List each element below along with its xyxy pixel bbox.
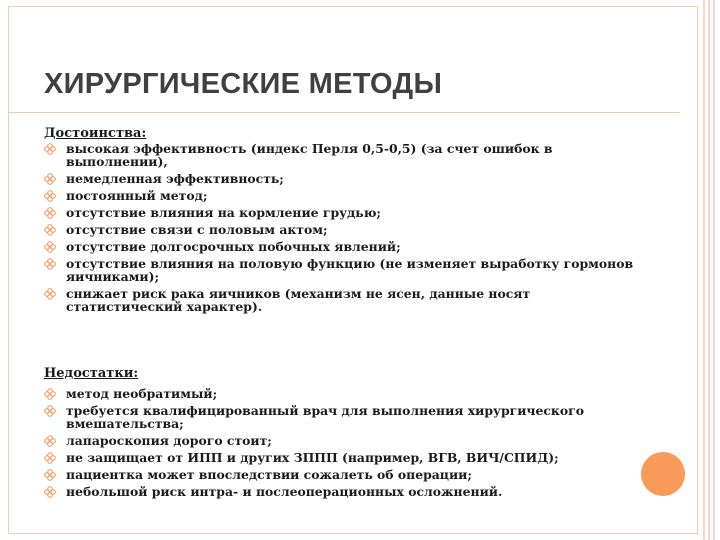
list-item-text: отсутствие долгосрочных побочных явлений;	[66, 239, 401, 254]
list-item	[44, 404, 696, 430]
advantages-list	[44, 142, 694, 313]
list-item-text: отсутствие влияния на половую функцию (не изменяет выработку гормонов яичниками);	[66, 256, 634, 284]
list-item	[44, 223, 694, 236]
list-item	[44, 206, 694, 219]
list-item-text: отсутствие влияния на кормление грудью;	[66, 205, 381, 220]
flower-bullet-icon	[44, 405, 56, 417]
flower-bullet-icon	[44, 452, 56, 464]
flower-bullet-icon	[44, 241, 56, 253]
list-item	[44, 257, 656, 283]
list-item	[44, 287, 636, 313]
list-item-text: высокая эффективность (индекс Перля 0,5-0,5) (за счет ошибок в выполнении),	[66, 141, 553, 169]
disadvantages-section	[44, 366, 694, 502]
advantages-heading: Достоинства:	[44, 126, 147, 141]
list-item	[44, 485, 694, 498]
list-item	[44, 387, 694, 400]
flower-bullet-icon	[44, 469, 56, 481]
list-item-text: немедленная эффективность;	[66, 171, 284, 186]
list-item-text: лапароскопия дорого стоит;	[66, 433, 272, 448]
list-item	[44, 468, 694, 481]
decorative-circle	[641, 452, 685, 496]
list-item-text: небольшой риск интра- и послеоперационных осложнений.	[66, 484, 503, 499]
disadvantages-list	[44, 387, 694, 498]
list-item-text: постоянный метод;	[66, 188, 208, 203]
disadvantages-heading: Недостатки:	[44, 366, 139, 381]
advantages-section	[44, 126, 694, 317]
list-item	[44, 142, 636, 168]
list-item	[44, 189, 694, 202]
list-item	[44, 172, 694, 185]
flower-bullet-icon	[44, 173, 56, 185]
list-item	[44, 434, 694, 447]
list-item	[44, 240, 694, 253]
list-item-text: не защищает от ИПП и других ЗППП (например, ВГВ, ВИЧ/СПИД);	[66, 450, 559, 465]
list-item-text: пациентка может впоследствии сожалеть об операции;	[66, 467, 472, 482]
flower-bullet-icon	[44, 190, 56, 202]
flower-bullet-icon	[44, 486, 56, 498]
flower-bullet-icon	[44, 143, 56, 155]
slide-title: ХИРУРГИЧЕСКИЕ МЕТОДЫ	[44, 68, 443, 100]
list-item	[44, 451, 694, 464]
list-item-text: требуется квалифицированный врач для выполнения хирургического вмешательства;	[66, 403, 584, 431]
right-decor-stripes	[700, 0, 720, 540]
title-divider	[8, 112, 680, 113]
flower-bullet-icon	[44, 224, 56, 236]
flower-bullet-icon	[44, 388, 56, 400]
flower-bullet-icon	[44, 288, 56, 300]
flower-bullet-icon	[44, 258, 56, 270]
list-item-text: снижает риск рака яичников (механизм не ясен, данные носят статистический характер).	[66, 286, 531, 314]
flower-bullet-icon	[44, 207, 56, 219]
list-item-text: отсутствие связи с половым актом;	[66, 222, 328, 237]
list-item-text: метод необратимый;	[66, 386, 218, 401]
flower-bullet-icon	[44, 435, 56, 447]
